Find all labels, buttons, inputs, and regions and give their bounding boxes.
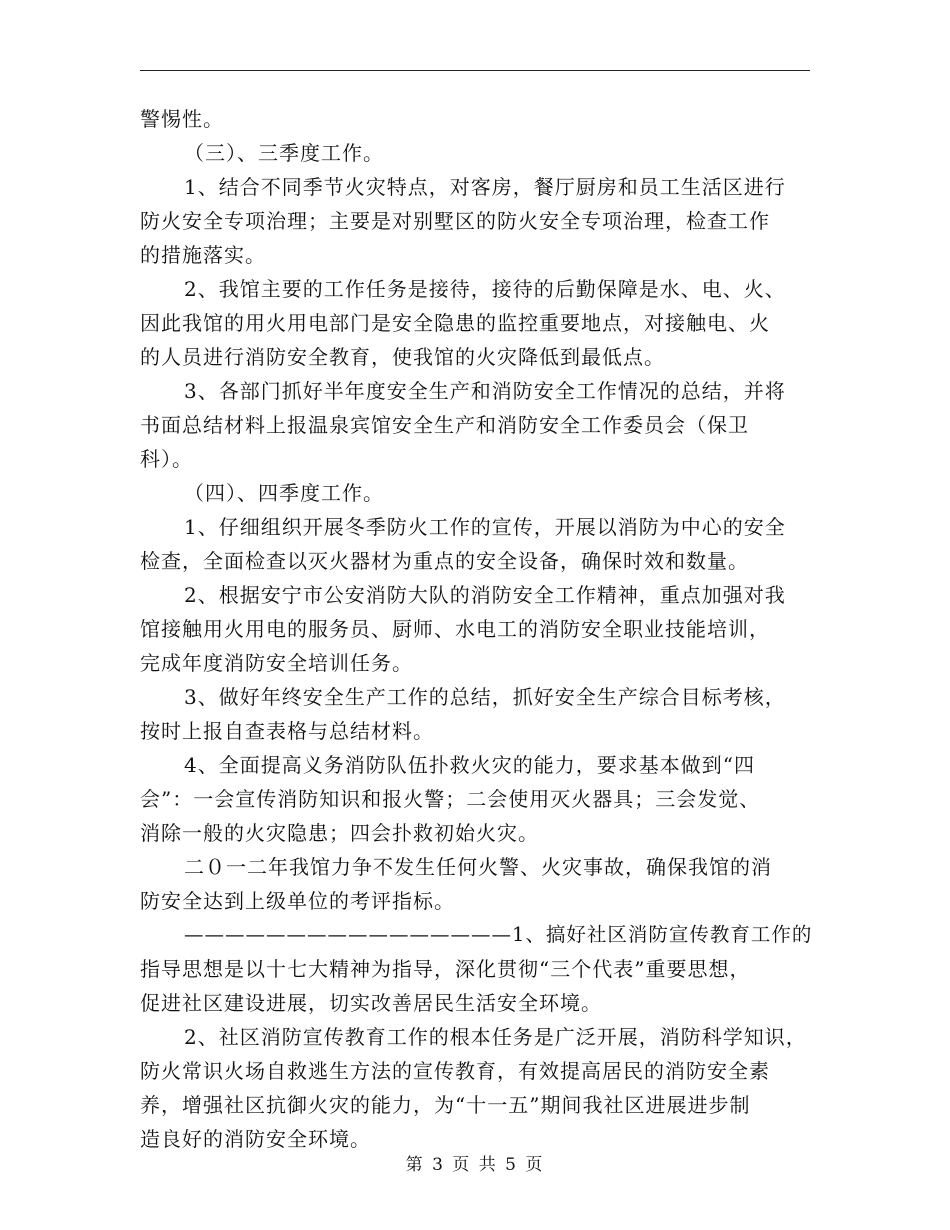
text-line: 科）。	[140, 447, 193, 471]
text-line: 会”：一会宣传消防知识和报火警；二会使用灭火器具；三会发觉、	[140, 787, 761, 811]
text-line: 书面总结材料上报温泉宾馆安全生产和消防安全工作委员会（保卫	[140, 413, 749, 437]
text-line: 2、社区消防宣传教育工作的根本任务是广泛开展，消防科学知识，	[184, 1025, 807, 1049]
text-line: 警惕性。	[140, 107, 224, 131]
text-line: 3、做好年终安全生产工作的总结，抓好安全生产综合目标考核，	[184, 685, 786, 709]
text-line: 馆接触用火用电的服务员、厨师、水电工的消防安全职业技能培训，	[140, 617, 770, 641]
text-line: 3、各部门抓好半年度安全生产和消防安全工作情况的总结，并将	[184, 379, 786, 403]
text-line: 养，增强社区抗御火灾的能力，为“十一五”期间我社区进展进步制	[140, 1093, 751, 1117]
text-line: 造良好的消防安全环境。	[140, 1127, 371, 1151]
text-line: （四）、四季度工作。	[184, 481, 384, 505]
text-line: 指导思想是以十七大精神为指导，深化贯彻“三个代表”重要思想，	[140, 957, 751, 981]
text-line: 二０一二年我馆力争不发生任何火警、火灾事故，确保我馆的消	[184, 855, 772, 879]
text-line: 4、全面提高义务消防队伍扑救火灾的能力，要求基本做到“四	[184, 753, 755, 777]
text-line: 的措施落实。	[140, 243, 266, 267]
text-line: 按时上报自查表格与总结材料。	[140, 719, 434, 743]
text-line: 防火常识火场自救逃生方法的宣传教育，有效提高居民的消防安全素	[140, 1059, 770, 1083]
text-line: 1、结合不同季节火灾特点，对客房，餐厅厨房和员工生活区进行	[184, 175, 786, 199]
text-line: （三）、三季度工作。	[184, 141, 384, 165]
text-line: 完成年度消防安全培训任务。	[140, 651, 413, 675]
text-line: 的人员进行消防安全教育，使我馆的火灾降低到最低点。	[140, 345, 665, 369]
text-line: 2、根据安宁市公安消防大队的消防安全工作精神，重点加强对我	[184, 583, 786, 607]
text-line: 防安全达到上级单位的考评指标。	[140, 889, 455, 913]
text-line: ————————————————1、搞好社区消防宣传教育工作的	[184, 923, 813, 946]
text-line: 消除一般的火灾隐患；四会扑救初始火灾。	[140, 821, 539, 845]
text-line: 防火安全专项治理；主要是对别墅区的防火安全专项治理，检查工作	[140, 209, 770, 233]
text-line: 检查，全面检查以灭火器材为重点的安全设备，确保时效和数量。	[140, 549, 749, 573]
text-line: 1、仔细组织开展冬季防火工作的宣传，开展以消防为中心的安全	[184, 515, 786, 539]
page-number-footer: 第 3 页 共 5 页	[405, 1155, 545, 1175]
document-body	[140, 102, 820, 1156]
text-line: 促进社区建设进展，切实改善居民生活安全环境。	[140, 991, 602, 1015]
text-line: 2、我馆主要的工作任务是接待，接待的后勤保障是水、电、火、	[184, 277, 786, 301]
text-line: 因此我馆的用火用电部门是安全隐患的监控重要地点，对接触电、火	[140, 311, 770, 335]
header-rule	[140, 70, 810, 71]
